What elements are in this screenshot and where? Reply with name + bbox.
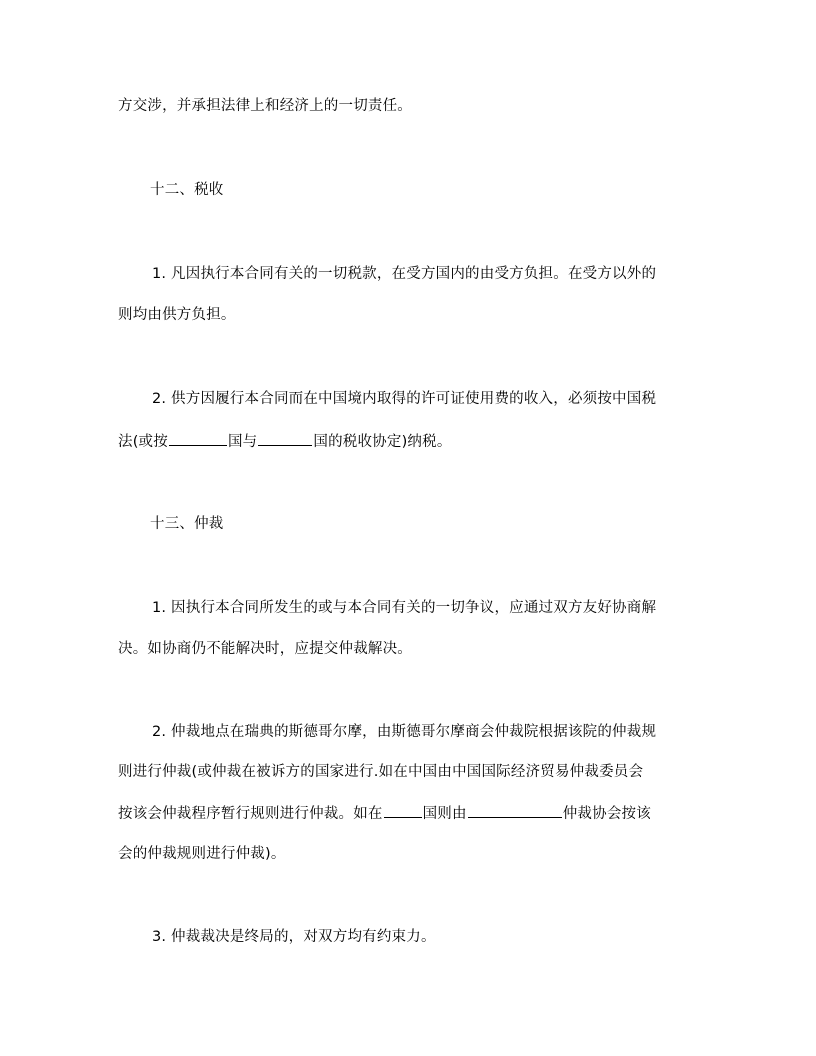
blank-country-field [384, 803, 422, 818]
arbitration-item-2-line-3 [118, 803, 651, 823]
arbitration-item-1-line-2: 决。如协商仍不能解决时，应提交仲裁解决。 [118, 641, 412, 657]
arbitration-item-2-line-4: 会的仲裁规则进行仲裁)。 [118, 846, 286, 862]
tax-item-2-line-1: 2. 供方因履行本合同而在中国境内取得的许可证使用费的收入，必须按中国税 [152, 391, 657, 407]
arbitration-item-2-text-b: 国则由 [422, 806, 467, 822]
tax-item-2-text-a: 法(或按 [118, 434, 168, 450]
arbitration-item-1-line-1: 1. 因执行本合同所发生的或与本合同有关的一切争议，应通过双方友好协商解 [152, 600, 657, 616]
blank-arbitration-body-field [468, 803, 562, 818]
arbitration-item-3-line-1: 3. 仲裁裁决是终局的，对双方均有约束力。 [152, 929, 436, 945]
tax-item-1-line-2: 则均由供方负担。 [118, 307, 236, 323]
tax-item-1-line-1: 1. 凡因执行本合同有关的一切税款，在受方国内的由受方负担。在受方以外的 [152, 266, 657, 282]
section-heading-taxation: 十二、税收 [150, 182, 224, 198]
arbitration-item-2-text-a: 按该会仲裁程序暂行规则进行仲裁。如在 [118, 806, 383, 822]
paragraph-continuation: 方交涉，并承担法律上和经济上的一切责任。 [118, 98, 412, 114]
tax-item-2-text-c: 国的税收协定)纳税。 [313, 434, 452, 450]
blank-country-field [258, 431, 312, 446]
tax-item-2-text-b: 国与 [227, 434, 258, 450]
arbitration-item-2-line-1: 2. 仲裁地点在瑞典的斯德哥尔摩，由斯德哥尔摩商会仲裁院根据该院的仲裁规 [152, 724, 657, 740]
blank-country-field [169, 431, 227, 446]
section-heading-arbitration: 十三、仲裁 [150, 516, 224, 532]
tax-item-2-line-2 [118, 431, 452, 451]
arbitration-item-2-line-2: 则进行仲裁(或仲裁在被诉方的国家进行.如在中国由中国国际经济贸易仲裁委员会 [118, 764, 644, 780]
arbitration-item-2-text-c: 仲裁协会按该 [562, 806, 651, 822]
